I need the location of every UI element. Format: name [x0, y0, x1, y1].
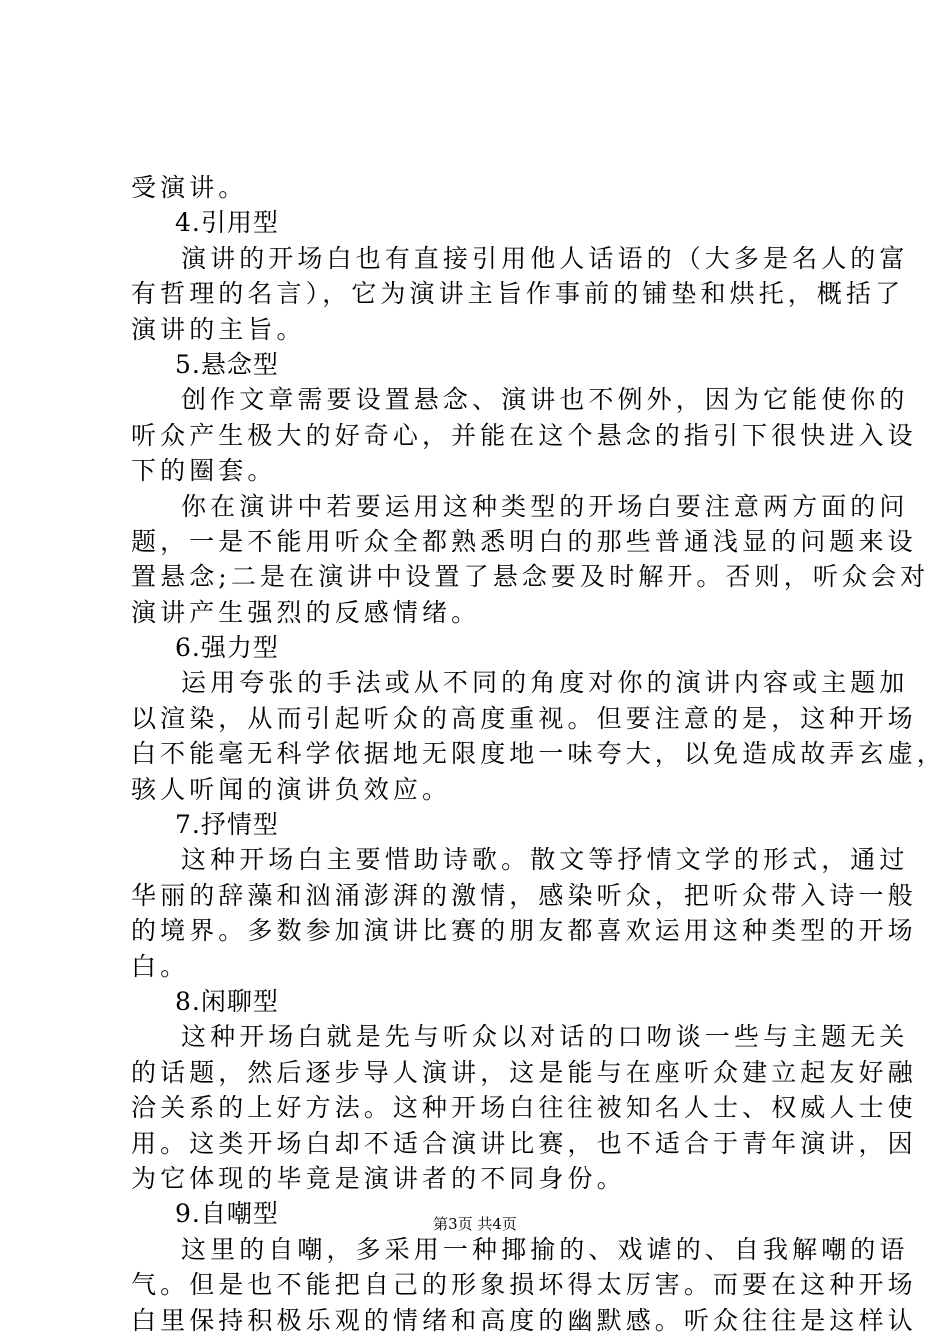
text-line: 白。 [131, 951, 190, 981]
text-line: 演讲的主旨。 [131, 314, 306, 344]
text-line: 运用夸张的手法或从不同的角度对你的演讲内容或主题加 [181, 668, 909, 698]
text-line: 题，一是不能用听众全都熟悉明白的那些普通浅显的问题来设 [131, 526, 917, 556]
text-line: 你在演讲中若要运用这种类型的开场白要注意两方面的问 [181, 491, 909, 521]
text-line: 演讲的开场白也有直接引用他人话语的（大多是名人的富 [181, 243, 909, 273]
text-line: 的境界。多数参加演讲比赛的朋友都喜欢运用这种类型的开场 [131, 916, 917, 946]
text-line: 这里的自嘲，多采用一种揶揄的、戏谑的、自我解嘲的语 [181, 1234, 909, 1264]
text-line: 的话题，然后逐步导人演讲，这是能与在座听众建立起友好融 [131, 1057, 917, 1087]
section-heading: 6.强力型 [175, 633, 279, 663]
text-line: 为它体现的毕竟是演讲者的不同身份。 [131, 1163, 626, 1193]
text-line: 演讲产生强烈的反感情绪。 [131, 597, 481, 627]
text-line: 白不能毫无科学依据地无限度地一味夸大，以免造成故弄玄虚， [131, 739, 946, 769]
text-line: 华丽的辞藻和汹涌澎湃的激情，感染听众，把听众带入诗一般 [131, 880, 917, 910]
text-line: 白里保持积极乐观的情绪和高度的幽默感。听众往往是这样认 [131, 1305, 917, 1335]
text-line: 用。这类开场白却不适合演讲比赛，也不适合于青年演讲，因 [131, 1128, 917, 1158]
section-heading: 7.抒情型 [175, 810, 279, 840]
text-line: 有哲理的名言），它为演讲主旨作事前的铺垫和烘托，概括了 [131, 279, 905, 309]
text-line: 下的圈套。 [131, 456, 277, 486]
document-body [131, 170, 946, 1338]
text-line: 受演讲。 [131, 173, 248, 202]
text-line: 置悬念;二是在演讲中设置了悬念要及时解开。否则，听众会对 [131, 562, 930, 592]
page-number-footer: 第3页 共4页 [433, 1215, 517, 1233]
text-line: 骇人听闻的演讲负效应。 [131, 774, 452, 804]
text-line: 洽关系的上好方法。这种开场白往往被知名人士、权威人士使 [131, 1093, 917, 1123]
section-heading: 4.引用型 [175, 208, 279, 238]
section-heading: 8.闲聊型 [175, 986, 279, 1016]
section-heading: 5.悬念型 [175, 349, 279, 379]
text-line: 这种开场白主要惜助诗歌。散文等抒情文学的形式，通过 [181, 845, 909, 875]
section-heading: 9.自嘲型 [175, 1199, 279, 1229]
text-line: 气。但是也不能把自己的形象损坏得太厉害。而要在这种开场 [131, 1270, 917, 1300]
text-line: 听众产生极大的好奇心，并能在这个悬念的指引下很快进入设 [131, 420, 917, 450]
text-line: 创作文章需要设置悬念、演讲也不例外，因为它能使你的 [181, 385, 909, 415]
text-line: 以渲染，从而引起听众的高度重视。但要注意的是，这种开场 [131, 703, 917, 733]
text-line: 这种开场白就是先与听众以对话的口吻谈一些与主题无关 [181, 1022, 909, 1052]
